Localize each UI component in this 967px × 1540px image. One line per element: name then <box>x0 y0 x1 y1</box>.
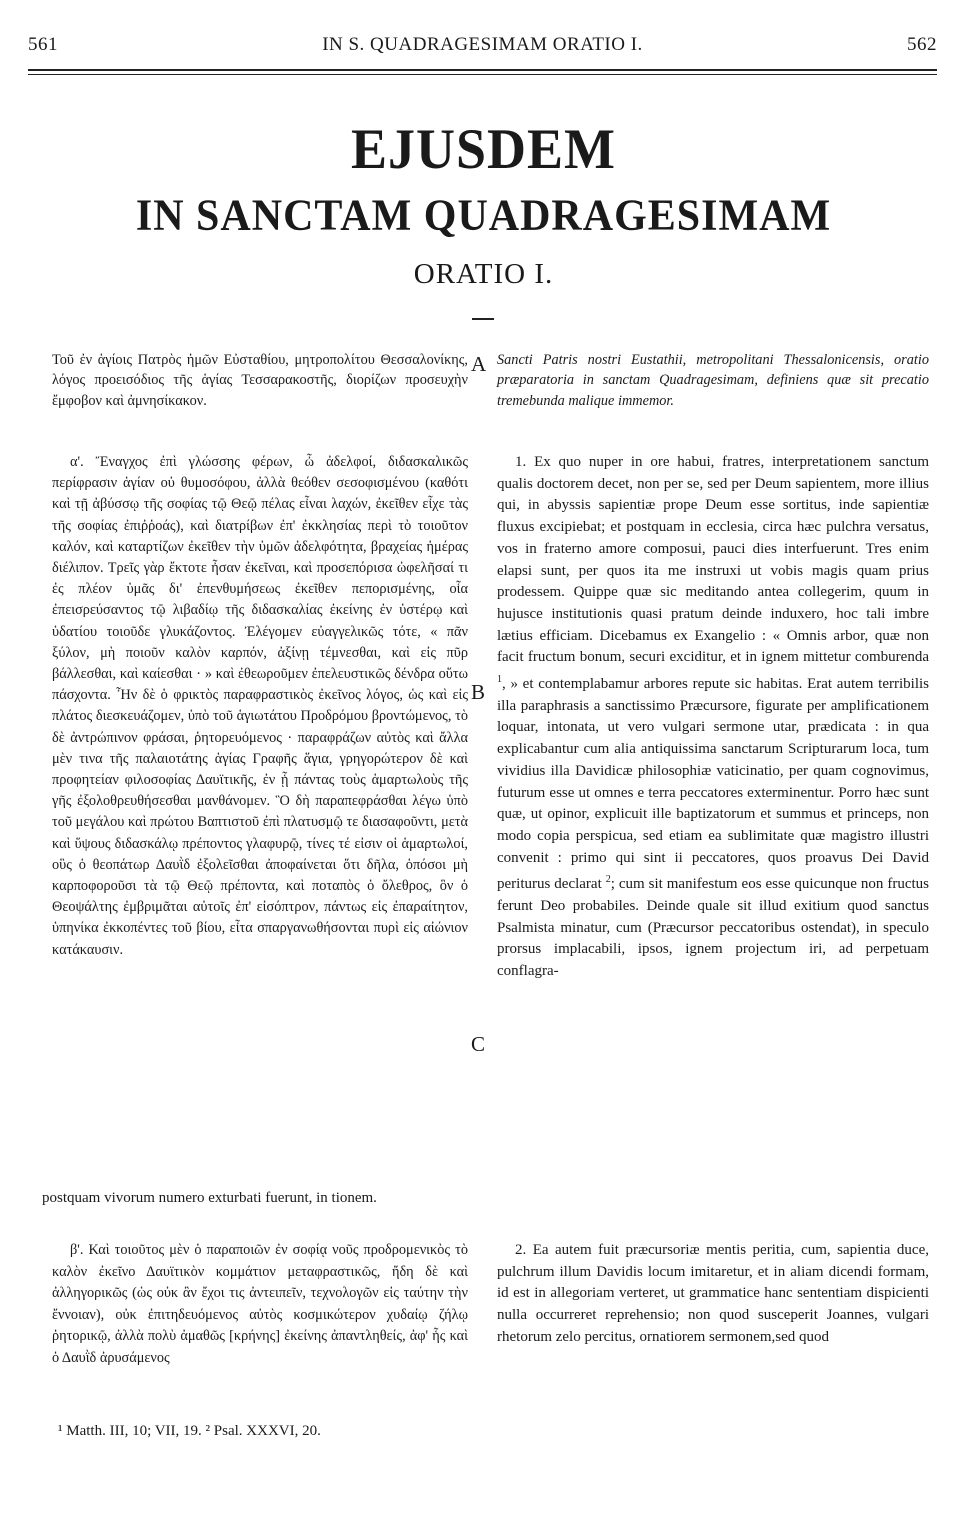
latin-continuation: postquam vivorum numero exturbati fuerunt, in tionem. <box>42 1190 377 1206</box>
latin-intro <box>497 350 929 411</box>
header-rule-thick <box>28 69 937 71</box>
footnotes: ¹ Matth. III, 10; VII, 19. ² Psal. XXXVI, 20. <box>58 1423 321 1439</box>
running-title: IN S. QUADRAGESIMAM ORATIO I. <box>322 34 643 55</box>
latin-p1-text-c: ; cum sit manifestum eos esse quicunque non fructus ferunt Deo probabiles. Deinde quale sit illud exitium quod sanctus Psalmista minatur, cum (Præcursor peccatoribus ostendat), in speculo prorsus implacabili, ipsos, ignem projectum iri, ad perpetuam conflagra- <box>497 876 929 980</box>
greek-intro-text: Τοῦ ἐν ἁγίοις Πατρὸς ἡμῶν Εὐσταθίου, μητροπολίτου Θεσσαλονίκης, λόγος προεισόδιος τῆς ἁγίας Τεσσαρακοστῆς, διορίζων προσευχὴν ἔμφοβον καὶ ἀμνησίκακον. <box>52 352 468 409</box>
page-number-left: 561 <box>28 34 58 55</box>
title-main: IN SANCTAM QUADRAGESIMAM <box>135 191 832 241</box>
footnote-ref-2: 2 <box>605 874 611 886</box>
margin-marker-a: A <box>471 352 487 376</box>
greek-p1-text: α'. Ἔναγχος ἐπὶ γλώσσης φέρων, ὦ ἀδελφοί, διδασκαλικῶς περίφρασιν ἁγίαν οὐ θυμοσόφου, ἀλλὰ θεόθεν σεσοφισμένου (καθότι καὶ τῇ ἀβύσσῳ τῆς σοφίας τῷ Θεῷ πέλας εἶναι λαχών, ἐκεῖθεν εἶχε τὰς τῆς σοφίας ἐπιῤῥοάς), καὶ διατρίβων ἐπ' ἐκκλησίας περὶ τὸ τοιοῦτον καλόν, καὶ καταρτίζων ἐκεῖθεν τὴν ὑμῶν ἀδελφότητα, βραχείας ἡμέρας διέλιπον. Τρεῖς γὰρ ἔκτοτε ἦσαν ἐκεῖναι, καὶ προσεπόρισα ὠφελῆσαί τι ἐς πλέον ὑμᾶς δι' ἐπενθυμήσεως ἐκεῖθεν πεπορισμένης, οἷα ἐπεισρεύσαντος τῷ λιβαδίῳ τῆς διδασκαλίας ἐκείνης ἐν ὑστέρῳ καὶ ὑδατίου τοιοῦδε γλυκάζοντος. Ἐλέγομεν εὐαγγελικῶς τότε, « πᾶν ξύλον, μὴ ποιοῦν καλὸν καρπόν, ἀξίνῃ τέμνεσθαι, καὶ εἰς πῦρ βάλλεσθαι, καὶ καίεσθαι · » καὶ ἐθεωροῦμεν ἐπελευστικῶς δένδρα οὕτω πάσχοντα. Ἦν δὲ ὁ φρικτὸς παραφραστικὸς ἐκεῖνος λόγος, ὡς καὶ εἰς πλάτος διεσκευάζομεν, ὑπὸ τοῦ ἁγιωτάτου Προδρόμου βροντώμενος, τὸ δὲ ἀντρώπινον φράσαι, ῥητορευόμενος · παραφράζων αὐτὸς καὶ ἄλλα μὲν τινα τῆς παλαιοτάτης ἁγίας Γραφῆς ἅγια, γρηγορώτερον δὲ καὶ προφητείαν φιλοσοφίας Δαυϊτικῆς, ἐν ᾗ πάντας τοὺς ἁμαρτωλοὺς τῆς γῆς ἐξολοθρευθήσεσθαι μανθάνομεν. Ὃ δὴ παραπεφράσθαι λέγω ὑπὸ τοῦ μεγάλου καὶ πρώτου Βαπτιστοῦ ἐπὶ πλατυσμῷ τε διασαφοῦντι, μετὰ καὶ ὕψους διδασκάλῳ πρέποντος γλαφυρῷ, τίνες τέ εἰσιν οἱ ἁμαρτωλοί, οὓς ὁ θεοπάτωρ Δαυῒδ ἐξολεῖσθαι ἀποφαίνεται ὅτι δῆλα, ὁπόσοι μὴ καρποφοροῦσι τὰ τῷ Θεῷ πρέποντα, καὶ ποταπὸς ὁ ὄλεθρος, ὃν ὁ Θεοψάλτης ἐμβριμᾶται αὐτοῖς ἐπ' εἰσόπτρον, πάντως εἰς ἐπαραίτητον, ὑπηνίκα ἐκκοπέντες τοῦ βίου, εἶτα σπαργανωθήσονται πυρὶ εἰς αἰώνιον κατάκαυσιν. <box>52 454 468 958</box>
latin-intro-text: Sancti Patris nostri Eustathii, metropolitani Thessalonicensis, oratio præparatoria in sanctam Quadragesimam, definiens quæ sit precatio tremebunda malique immemor. <box>497 352 929 409</box>
header-rule-thin <box>28 74 937 75</box>
greek-intro <box>52 350 468 411</box>
margin-marker-b: B <box>471 680 486 704</box>
page-number-right: 562 <box>907 34 937 55</box>
latin-p2-text: 2. Ea autem fuit præcursoriæ mentis peritia, cum, sapientia duce, pulchrum illum Davidis locum imitaretur, et in aliam dicendi formam, id est in allegoriam verteret, ut grammatice hanc sententiam dispicienti nulla occurreret reprehensio; non quod susceperit Joannes, vulgari rhetorum zelo percitus, ornatiorem sermonem,sed quod <box>497 1242 929 1345</box>
running-header <box>28 34 937 62</box>
latin-paragraph-1 <box>497 452 929 983</box>
title-oratio: ORATIO I. <box>413 258 554 290</box>
greek-paragraph-1 <box>52 452 468 961</box>
title-ejusdem: EJUSDEM <box>350 117 617 181</box>
title-dash <box>472 318 494 320</box>
latin-paragraph-2 <box>497 1240 929 1349</box>
footnote-ref-1: 1 <box>497 674 502 686</box>
latin-p1-text-b: , » et contemplabamur arbores repute sic habitas. Erat autem terribilis illa paraphrasis a sanctissimo Præcursore, figurate per amplificationem loquar, intonata, ut vero vulgari sermone utar, prædicata : in qua explicabantur cum alia antiquissima sanctarum Scripturarum loca, tum vividius illa Davidicæ philosophiæ vaticinatio, per quam cognovimus, futurum esse ut omnes e terra peccatores exterminentur. Porro hæc sunt quæ, ut opinor, explicuit ille baptizatorum et summus et princeps, non modo copia perspicua, sed etiam ea sublimitate quæ magistro illustri convenit : primo qui sint ii peccatores, quos proavus Dei David periturus declarat <box>497 676 929 893</box>
margin-marker-c: C <box>471 1032 486 1056</box>
greek-p2-text: β'. Καὶ τοιοῦτος μὲν ὁ παραποιῶν ἐν σοφίᾳ νοῦς προδρομενικὸς τὸ καλὸν ἐκεῖνο Δαυϊτικὸν κομμάτιον μεταφραστικῶς, ἤδη δὲ καὶ ἀλληγορικῶς (ὡς οὐκ ἂν ἔχοι τις ἀντειπεῖν, τεχνολογῶν εἰς ταύτην τὴν ἔννοιαν), οὐκ ἐπιτηδευόμενος αὐτὸς κοσμικώτερον χυδαίῳ ζήλῳ ῥητορικῷ, ἀλλὰ πολὺ ἀμαθῶς [κρήνης] ἐκείνης ἀπαντληθείς, ἀφ' ἧς καὶ ὁ Δαυῒδ ἀρυσάμενος <box>52 1242 468 1366</box>
greek-paragraph-2 <box>52 1240 468 1369</box>
latin-p1-text: 1. Ex quo nuper in ore habui, fratres, interpretationem sanctum qualis doctorem decet, non per se, sed per Deum sapientem, more illius qui, in abyssis sapientiæ prope Deum esse sortitus, inde sapientiæ fluxus excipiebat; et postquam in ecclesia, circa hæc pulchra versatus, vos in fraterno amore composui, pauci dies interfuerunt. Tres enim elapsi sunt, per quos ita me instruxi ut vobis magis quam prius prodessem. Quippe quæ sic meditando antea collegerim, quum in hujusce institutionis quasi pratum deinde induxero, hoc tali imbre lætius efficiam. Dicebamus ex Exangelio : « Omnis arbor, quæ non facit fructum bonum, securi exciditur, et in ignem mittetur comburenda <box>497 454 929 666</box>
